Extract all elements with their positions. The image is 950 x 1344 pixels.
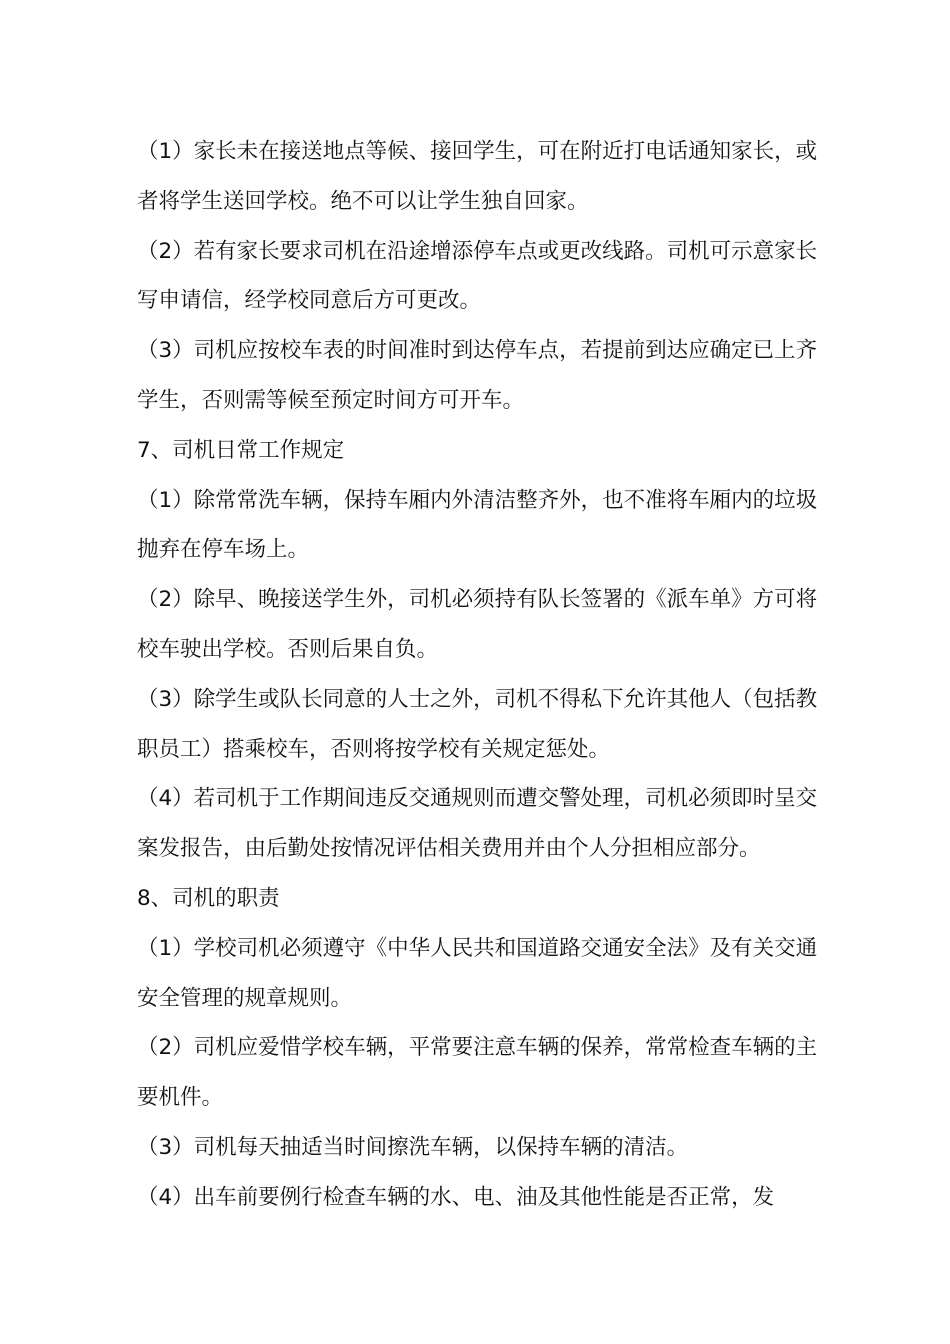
section-heading: 7、司机日常工作规定 bbox=[137, 437, 345, 463]
section-heading: 8、司机的职责 bbox=[137, 885, 280, 911]
paragraph-item: （3）司机每天抽适当时间擦洗车辆，以保持车辆的清洁。 bbox=[137, 1134, 689, 1160]
paragraph-item: （2）除早、晚接送学生外，司机必须持有队长签署的《派车单》方可将校车驶出学校。否则后果自负。 bbox=[137, 587, 818, 662]
paragraph-item: （1）学校司机必须遵守《中华人民共和国道路交通安全法》及有关交通安全管理的规章规则。 bbox=[137, 935, 818, 1011]
paragraph-item: （2）司机应爱惜学校车辆，平常要注意车辆的保养，常常检查车辆的主要机件。 bbox=[137, 1035, 818, 1111]
paragraph-item: （3）司机应按校车表的时间准时到达停车点，若提前到达应确定已上齐学生，否则需等候至预定时间方可开车。 bbox=[137, 338, 818, 413]
paragraph-item: （1）家长未在接送地点等候、接回学生，可在附近打电话通知家长，或者将学生送回学校。绝不可以让学生独自回家。 bbox=[137, 139, 818, 214]
document-page bbox=[137, 127, 827, 1223]
paragraph-item: （1）除常常洗车辆，保持车厢内外清洁整齐外，也不准将车厢内的垃圾抛弃在停车场上。 bbox=[137, 487, 818, 563]
paragraph-item: （4）若司机于工作期间违反交通规则而遭交警处理，司机必须即时呈交案发报告，由后勤处按情况评估相关费用并由个人分担相应部分。 bbox=[137, 786, 818, 862]
paragraph-item: （4）出车前要例行检查车辆的水、电、油及其他性能是否正常，发 bbox=[137, 1184, 775, 1210]
paragraph-item: （3）除学生或队长同意的人士之外，司机不得私下允许其他人（包括教职员工）搭乘校车，否则将按学校有关规定惩处。 bbox=[137, 686, 818, 762]
paragraph-item: （2）若有家长要求司机在沿途增添停车点或更改线路。司机可示意家长写申请信，经学校同意后方可更改。 bbox=[137, 238, 818, 314]
